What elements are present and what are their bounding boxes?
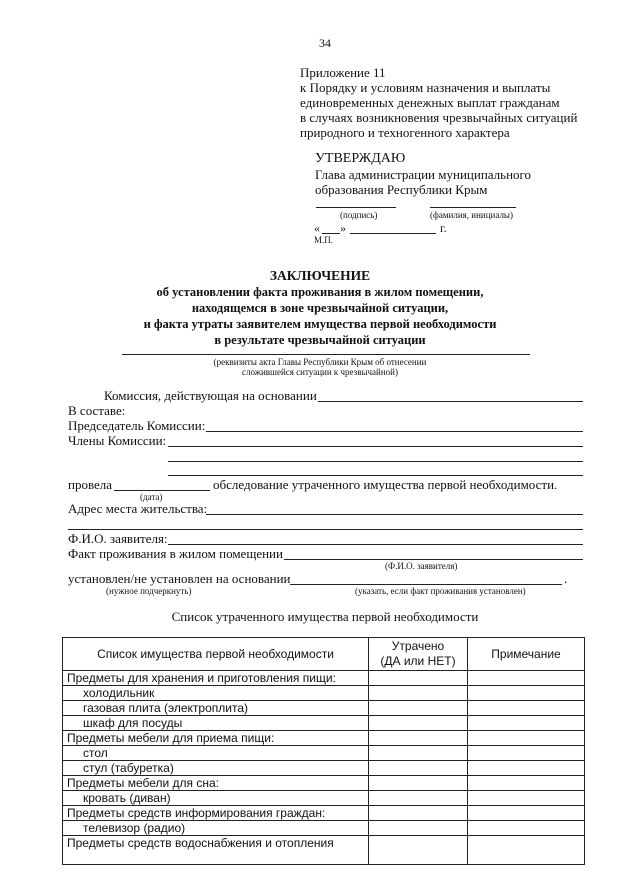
lost-cell[interactable] bbox=[369, 791, 468, 806]
members-line-2 bbox=[168, 461, 583, 462]
address-line-2 bbox=[68, 529, 583, 530]
note-cell[interactable] bbox=[468, 731, 585, 746]
header-item: Список имущества первой необходимости bbox=[63, 638, 369, 671]
underline-caption: (нужное подчеркнуть) bbox=[106, 586, 192, 596]
inspection-date-line bbox=[114, 490, 210, 491]
table-row bbox=[63, 746, 585, 761]
table-row bbox=[63, 791, 585, 806]
note-cell[interactable] bbox=[468, 761, 585, 776]
title-line: об установлении факта проживания в жилом помещении, bbox=[156, 285, 484, 299]
chairman-line bbox=[206, 431, 583, 432]
title-line: и факта утраты заявителем имущества первой необходимости bbox=[143, 317, 497, 331]
table-header-row bbox=[63, 638, 585, 671]
lost-cell[interactable] bbox=[369, 746, 468, 761]
residence-fact-label: Факт проживания в жилом помещении bbox=[68, 546, 283, 561]
lost-cell[interactable] bbox=[369, 731, 468, 746]
lost-cell[interactable] bbox=[369, 776, 468, 791]
stamp-label: М.П. bbox=[314, 235, 334, 245]
address-line-1 bbox=[206, 514, 583, 515]
annex-line: единовременных денежных выплат гражданам bbox=[300, 95, 560, 110]
fio-line bbox=[168, 544, 583, 545]
date-open-quote: « bbox=[314, 221, 320, 235]
month-line bbox=[350, 233, 436, 234]
table-row bbox=[63, 686, 585, 701]
members-label: Члены Комиссии: bbox=[68, 433, 167, 448]
annex-line: природного и техногенного характера bbox=[300, 125, 510, 140]
row-item: стул (табуретка) bbox=[63, 761, 369, 776]
chairman-label: Председатель Комиссии: bbox=[68, 418, 206, 433]
approval-line-2: образования Республики Крым bbox=[315, 182, 488, 197]
header-lost-line-1: Утрачено bbox=[391, 639, 445, 653]
row-item: телевизор (радио) bbox=[63, 821, 369, 836]
table-row bbox=[63, 776, 585, 791]
name-line bbox=[430, 207, 516, 208]
conducted-label: провела bbox=[68, 477, 113, 492]
signature-line bbox=[316, 207, 396, 208]
header-lost bbox=[369, 638, 468, 671]
members-line-3 bbox=[168, 475, 583, 476]
name-caption: (фамилия, инициалы) bbox=[430, 210, 513, 220]
row-item: холодильник bbox=[63, 686, 369, 701]
lost-cell[interactable] bbox=[369, 821, 468, 836]
table-row bbox=[63, 671, 585, 686]
note-cell[interactable] bbox=[468, 686, 585, 701]
table-row bbox=[63, 731, 585, 746]
header-lost-line-2: (ДА или НЕТ) bbox=[380, 654, 456, 668]
lost-cell[interactable] bbox=[369, 836, 468, 865]
note-cell[interactable] bbox=[468, 716, 585, 731]
note-cell[interactable] bbox=[468, 821, 585, 836]
signature-caption: (подпись) bbox=[340, 210, 378, 220]
fio-label: Ф.И.О. заявителя: bbox=[68, 531, 168, 546]
established-period: . bbox=[564, 571, 568, 586]
row-item: кровать (диван) bbox=[63, 791, 369, 806]
fio-caption: (Ф.И.О. заявителя) bbox=[385, 561, 458, 571]
lost-cell[interactable] bbox=[369, 806, 468, 821]
requisites-caption-1: (реквизиты акта Главы Республики Крым об отнесении bbox=[213, 357, 427, 367]
note-cell[interactable] bbox=[468, 746, 585, 761]
row-category: Предметы мебели для приема пищи: bbox=[63, 731, 369, 746]
requisites-caption-2: сложившейся ситуации к чрезвычайной) bbox=[242, 367, 398, 377]
list-title: Список утраченного имущества первой необходимости bbox=[171, 609, 479, 624]
document-title bbox=[0, 268, 640, 348]
note-cell[interactable] bbox=[468, 776, 585, 791]
note-cell[interactable] bbox=[468, 806, 585, 821]
title-line: находящемся в зоне чрезвычайной ситуации, bbox=[191, 301, 449, 315]
table-row bbox=[63, 761, 585, 776]
inspection-label: обследование утраченного имущества первой необходимости. bbox=[213, 477, 558, 492]
established-label: установлен/не установлен на основании bbox=[68, 571, 291, 586]
approval-heading: УТВЕРЖДАЮ bbox=[315, 151, 406, 166]
lost-cell[interactable] bbox=[369, 686, 468, 701]
residence-fact-line bbox=[284, 559, 583, 560]
approval-line-1: Глава администрации муниципального bbox=[315, 167, 532, 182]
lost-cell[interactable] bbox=[369, 671, 468, 686]
row-item: газовая плита (электроплита) bbox=[63, 701, 369, 716]
title-heading: ЗАКЛЮЧЕНИЕ bbox=[269, 268, 371, 283]
row-category: Предметы мебели для сна: bbox=[63, 776, 369, 791]
property-table bbox=[62, 637, 585, 865]
annex-line: в случаях возникновения чрезвычайных ситуаций bbox=[300, 110, 578, 125]
note-cell[interactable] bbox=[468, 671, 585, 686]
table-row bbox=[63, 716, 585, 731]
date-close-quote: » bbox=[340, 221, 346, 235]
note-cell[interactable] bbox=[468, 836, 585, 865]
note-cell[interactable] bbox=[468, 701, 585, 716]
row-item: стол bbox=[63, 746, 369, 761]
composition-label: В составе: bbox=[68, 403, 126, 418]
day-line bbox=[322, 233, 340, 234]
annex-line: к Порядку и условиям назначения и выплаты bbox=[300, 80, 551, 95]
year-suffix: г. bbox=[440, 221, 447, 235]
annex-line: Приложение 11 bbox=[300, 65, 386, 80]
table-row bbox=[63, 806, 585, 821]
row-category: Предметы средств информирования граждан: bbox=[63, 806, 369, 821]
table-row bbox=[63, 836, 585, 865]
address-label: Адрес места жительства: bbox=[68, 501, 208, 516]
commission-basis-line bbox=[318, 401, 583, 402]
lost-cell[interactable] bbox=[369, 761, 468, 776]
row-category: Предметы для хранения и приготовления пищи: bbox=[63, 671, 369, 686]
basis-caption: (указать, если факт проживания установлен) bbox=[355, 586, 526, 596]
requisites-line bbox=[122, 354, 530, 355]
lost-cell[interactable] bbox=[369, 701, 468, 716]
page-number: 34 bbox=[319, 36, 331, 50]
lost-cell[interactable] bbox=[369, 716, 468, 731]
row-item: шкаф для посуды bbox=[63, 716, 369, 731]
members-line-1 bbox=[168, 446, 583, 447]
table-row bbox=[63, 821, 585, 836]
title-line: в результате чрезвычайной ситуации bbox=[214, 333, 426, 347]
row-category: Предметы средств водоснабжения и отопления bbox=[63, 836, 369, 865]
annex-block bbox=[300, 65, 577, 140]
commission-label: Комиссия, действующая на основании bbox=[104, 388, 317, 403]
basis-line bbox=[290, 584, 562, 585]
note-cell[interactable] bbox=[468, 791, 585, 806]
table-row bbox=[63, 701, 585, 716]
date-caption: (дата) bbox=[140, 492, 163, 502]
header-note: Примечание bbox=[468, 638, 585, 671]
